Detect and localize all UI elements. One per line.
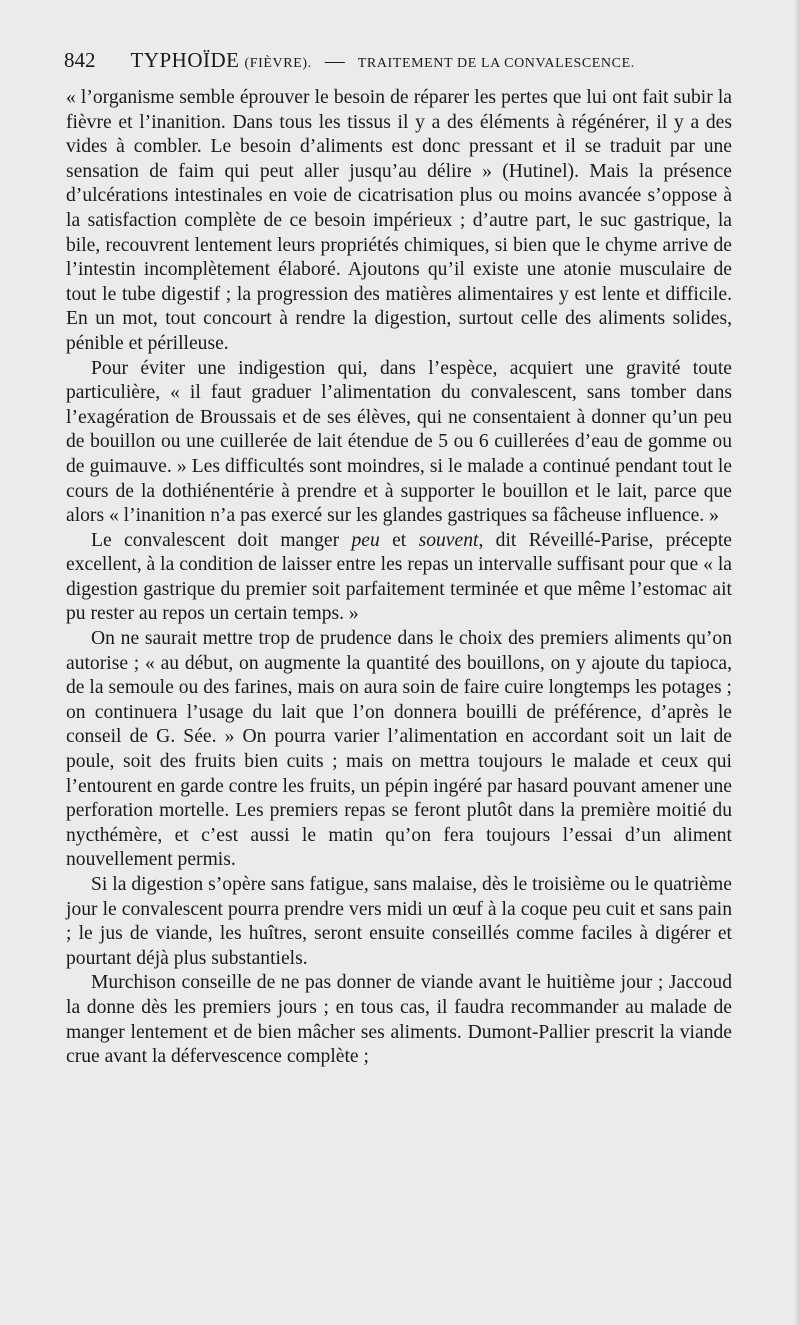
running-header xyxy=(64,48,734,73)
page-number: 842 xyxy=(64,48,96,72)
paragraph-segment: Le convalescent doit manger xyxy=(91,529,352,551)
paragraph: On ne saurait mettre trop de prudence dans le choix des premiers aliments qu’on autorise ; « au début, on augmente la quantité des bouillons, on y ajoute du tapioca, de la semoule ou des farines, mais on aura soin de faire cuire longtemps les potages ; on continuera l’usage du lait que l’on donnera bouilli de préférence, d’après le conseil de G. Sée. » On pourra varier l’alimentation en accordant soit un lait de poule, soit des fruits bien cuits ; mais on mettra toujours le malade et ceux qui l’entourent en garde contre les fruits, un pépin ingéré par hasard pouvant amener une perforation mortelle. Les premiers repas se feront plutôt dans la première moitié du nycthémère, et c’est aussi le matin qu’on fera toujours l’essai d’un aliment nouvellement permis. xyxy=(66,628,732,871)
paragraph: « l’organisme semble éprouver le besoin de réparer les pertes que lui ont fait subir la fièvre et l’inanition. Dans tous les tissus il y a des éléments à régénérer, il y a des vides à combler. Le besoin d’aliments est donc pressant et il se traduit par une sensation de faim qui peut aller jusqu’au délire » (Hutinel). Mais la présence d’ulcérations intestinales en voie de cicatrisation plus ou moins avancée s’oppose à la satisfaction complète de ce besoin impérieux ; d’autre part, le suc gastrique, la bile, recouvrent lentement leurs propriétés chimiques, si bien que le chyme arrive de l’intestin incomplètement élaboré. Ajoutons qu’il existe une atonie musculaire de tout le tube digestif ; la progression des matières alimentaires y est lente et difficile. En un mot, tout concourt à rendre la digestion, surtout celle des aliments solides, pénible et périlleuse. xyxy=(66,87,732,354)
paragraph xyxy=(66,529,732,627)
running-title: TYPHOÏDE xyxy=(130,48,240,72)
paragraph: Pour éviter une indigestion qui, dans l’espèce, acquiert une gravité toute particulière, « il faut graduer l’alimentation du convalescent, sans tomber dans l’exagération de Broussais et de ses élèves, qui ne consentaient à donner qu’un peu de bouillon ou une cuillerée de lait étendue de 5 ou 6 cuillerées d’eau de gomme ou de guimauve. » Les difficultés sont moindres, si le malade a continué pendant tout le cours de la dothiénentérie à prendre et à supporter le bouillon et le lait, parce que alors « l’inanition n’a pas exercé sur les glandes gastriques sa fâcheuse influence. » xyxy=(66,357,732,527)
emphasis-text: peu xyxy=(351,529,380,551)
paragraph-segment: , dit Réveillé-Parise, précepte excellent, à la condition de laisser entre les repas un intervalle suffisant pour que « la digestion gastrique du premier soit parfaitement terminée et que même l’estomac ait pu rester au repos un certain temps. » xyxy=(66,529,732,625)
running-subtitle: (FIÈVRE). xyxy=(244,56,312,71)
page-edge-shadow xyxy=(794,0,800,1325)
header-dash: — xyxy=(324,50,345,72)
emphasis-text: souvent xyxy=(418,529,479,551)
body-text xyxy=(66,86,732,1070)
paragraph: Si la digestion s’opère sans fatigue, sans malaise, dès le troisième ou le quatrième jour le convalescent pourra prendre vers midi un œuf à la coque peu cuit et sans pain ; le jus de viande, les huîtres, seront ensuite conseillés comme faciles à digérer et pourtant déjà plus substantiels. xyxy=(66,874,732,969)
paragraph-segment: et xyxy=(379,529,419,551)
paragraph: Murchison conseille de ne pas donner de viande avant le huitième jour ; Jaccoud la donne dès les premiers jours ; en tous cas, il faudra recommander au malade de manger lentement et de bien mâcher ses aliments. Dumont-Pallier prescrit la viande crue avant la défervescence complète ; xyxy=(66,972,732,1068)
running-section: TRAITEMENT DE LA CONVALESCENCE. xyxy=(357,56,635,71)
